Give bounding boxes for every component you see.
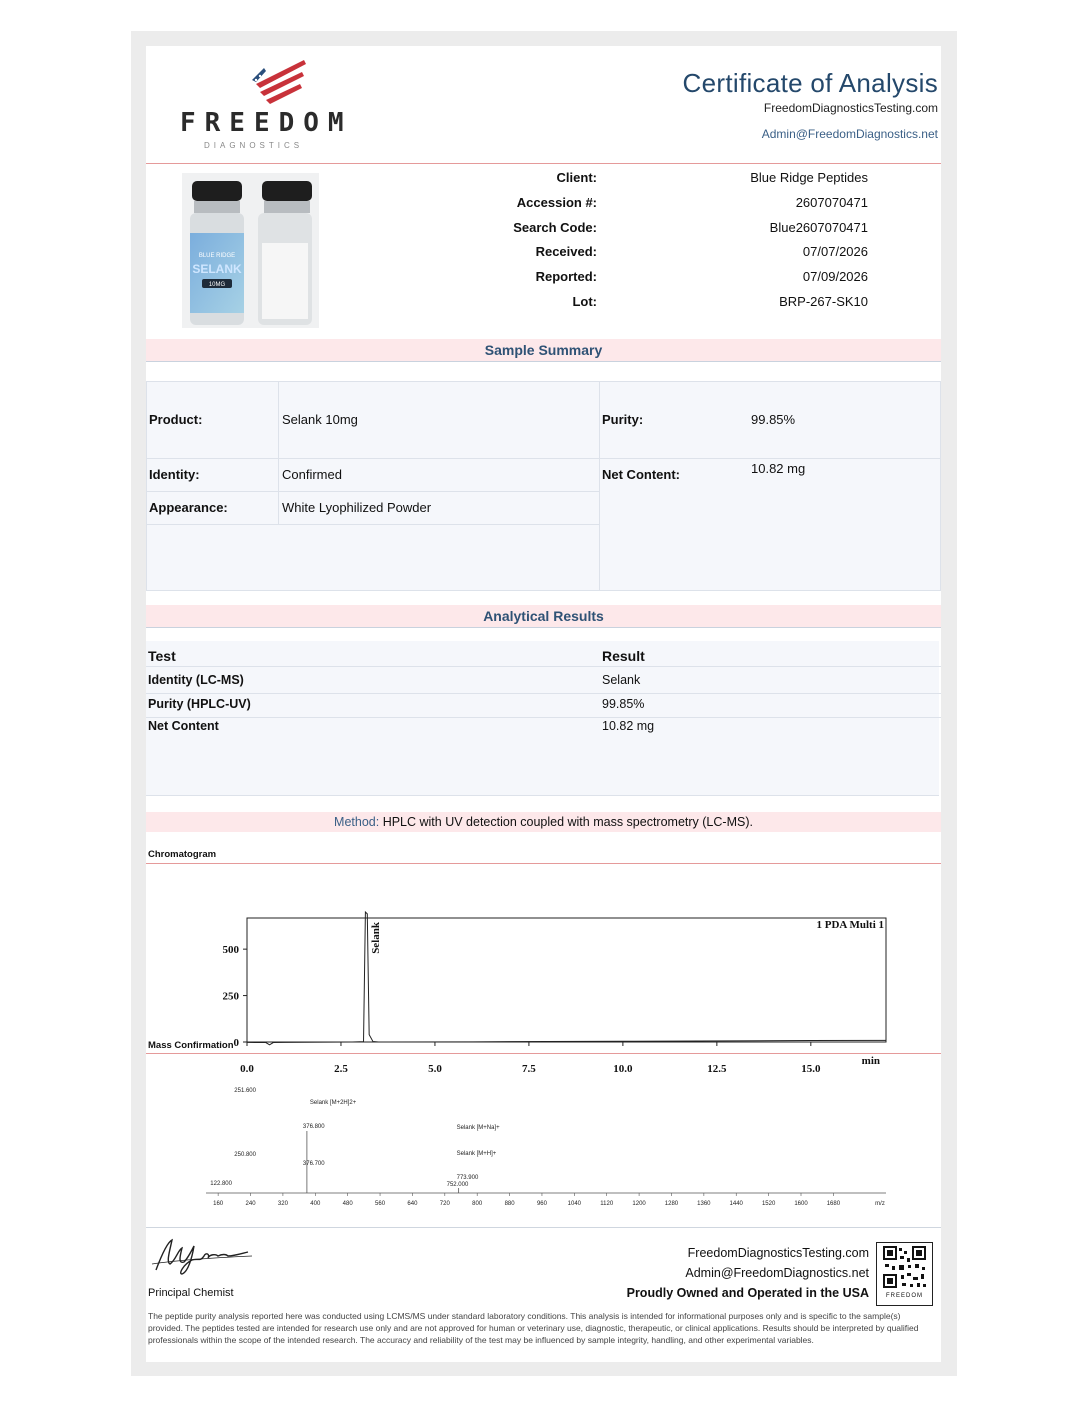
mass-x-tick-label: 1680: [826, 1201, 841, 1207]
info-label: Search Code:: [513, 220, 597, 235]
vial-dose: 10MG: [208, 282, 226, 288]
mass-x-tick-label: 480: [342, 1201, 353, 1207]
result-row-test: Identity (LC-MS): [148, 673, 244, 687]
info-value: Blue2607070471: [769, 220, 868, 235]
x-tick-label: 10.0: [613, 1063, 633, 1075]
method-band: [146, 812, 941, 832]
mass-x-tick-label: 400: [310, 1201, 321, 1207]
analytical-results-band: [146, 605, 941, 628]
info-value: 07/07/2026: [802, 244, 868, 259]
mass-y-label: 122.800: [210, 1181, 232, 1187]
x-tick-label: 0.0: [240, 1063, 254, 1075]
mass-x-tick-label: 1040: [567, 1201, 582, 1207]
result-row-result: Selank: [602, 673, 641, 687]
footer-website[interactable]: FreedomDiagnosticsTesting.com: [687, 1246, 869, 1260]
info-value: 2607070471: [795, 195, 868, 210]
col-test-header: Test: [148, 648, 176, 664]
qr-code[interactable]: [876, 1242, 933, 1306]
mass-x-tick-label: 1440: [729, 1201, 743, 1207]
plot-frame: [247, 918, 886, 1042]
purity-label: Purity:: [602, 412, 644, 427]
sample-summary-title: Sample Summary: [484, 342, 603, 358]
method-label: Method:: [334, 815, 380, 829]
product-photo: [182, 173, 319, 328]
info-label: Lot:: [572, 294, 597, 309]
mass-x-unit: m/z: [875, 1201, 885, 1207]
mass-peak-label: 376.800: [302, 1124, 325, 1130]
document-title: Certificate of Analysis: [682, 68, 938, 98]
mass-annotation: Selank [M+2H]2+: [309, 1100, 357, 1106]
result-row-result: 10.82 mg: [602, 719, 655, 733]
mass-peak-label: 752.000: [446, 1182, 469, 1188]
mass-peak-label: 376.700: [302, 1161, 325, 1167]
info-label: Accession #:: [516, 195, 597, 210]
mass-annotation: Selank [M+Na]+: [456, 1125, 500, 1131]
analytical-results-title: Analytical Results: [483, 608, 604, 624]
identity-value: Confirmed: [282, 467, 342, 482]
vial-image: [182, 173, 319, 328]
x-tick-label: 7.5: [522, 1063, 536, 1075]
y-tick-label: 500: [222, 944, 239, 957]
x-tick-label: 15.0: [801, 1063, 821, 1075]
col-result-header: Result: [602, 648, 645, 664]
result-row-test: Purity (HPLC-UV): [148, 697, 251, 711]
net-content-value: 10.82 mg: [751, 461, 806, 476]
y-tick-label: 250: [222, 990, 239, 1003]
chemist-role: Principal Chemist: [148, 1287, 234, 1299]
logo-word: FREEDOM: [180, 108, 353, 138]
signature-image: [148, 1234, 258, 1278]
vial-brand: BLUE RIDGE: [198, 253, 236, 259]
mass-x-tick-label: 1280: [664, 1201, 679, 1207]
sample-summary-table: [146, 381, 941, 591]
footer-email[interactable]: Admin@FreedomDiagnostics.net: [685, 1266, 869, 1280]
y-tick-label: 0: [233, 1037, 239, 1049]
disclaimer-text: The peptide purity analysis reported here was conducted using LCMS/MS under standard laboratory conditions. This analysis is intended for informational purposes only and is specific to the sample(s) provided. The peptides tested are intended for research use only and are not approved for human or veterinary use, diagnostic, therapeutic, or clinical applications. Results should be interpreted by qualified professionals within the scope of the intended research. The accuracy and reliability of the test may be influenced by sample integrity, handling, and other experimental variables.: [148, 1311, 919, 1345]
mass-confirmation-title: Mass Confirmation: [148, 1040, 234, 1051]
chromatogram-trace: [247, 912, 886, 1045]
chart-legend: 1 PDA Multi 1: [816, 919, 884, 931]
mass-x-tick-label: 1520: [761, 1201, 776, 1207]
x-axis-unit: min: [861, 1055, 880, 1067]
product-value: Selank 10mg: [282, 412, 358, 427]
result-row-result: 99.85%: [602, 697, 645, 711]
sample-summary-band: [146, 339, 941, 362]
info-value: BRP-267-SK10: [779, 294, 868, 309]
mass-peak-label: 773.900: [456, 1175, 479, 1181]
mass-confirmation-chart: [146, 1076, 941, 1211]
net-content-label: Net Content:: [602, 467, 680, 482]
x-tick-label: 2.5: [334, 1063, 348, 1075]
mass-x-tick-label: 320: [277, 1201, 288, 1207]
mass-y-label: 251.600: [234, 1088, 256, 1094]
mass-annotation: Selank [M+H]+: [456, 1151, 497, 1157]
mass-x-tick-label: 240: [245, 1201, 256, 1207]
appearance-label: Appearance:: [149, 500, 228, 515]
info-label: Received:: [535, 244, 597, 259]
appearance-value: White Lyophilized Powder: [282, 500, 432, 515]
mass-x-tick-label: 880: [504, 1201, 515, 1207]
mass-x-tick-label: 560: [375, 1201, 386, 1207]
qr-code-icon: [877, 1243, 932, 1293]
mass-x-tick-label: 800: [472, 1201, 483, 1207]
logo-subword: DIAGNOSTICS: [204, 141, 304, 150]
info-label: Client:: [556, 170, 597, 185]
freedom-logo: [176, 54, 353, 150]
mass-x-tick-label: 640: [407, 1201, 418, 1207]
peak-label: Selank: [370, 922, 383, 954]
mass-x-tick-label: 1360: [697, 1201, 711, 1207]
identity-label: Identity:: [149, 467, 200, 482]
method-text: HPLC with UV detection coupled with mass spectrometry (LC-MS).: [382, 815, 753, 829]
mass-x-tick-label: 720: [439, 1201, 450, 1207]
mass-x-tick-label: 160: [213, 1201, 224, 1207]
product-label: Product:: [149, 412, 203, 427]
mass-x-tick-label: 960: [536, 1201, 547, 1207]
info-label: Reported:: [535, 269, 597, 284]
purity-value: 99.85%: [751, 412, 796, 427]
mass-y-label: 250.800: [234, 1152, 256, 1158]
qr-caption: FREEDOM: [886, 1293, 923, 1299]
footer-divider: [146, 1227, 941, 1228]
mass-x-tick-label: 1120: [600, 1201, 614, 1207]
info-value: Blue Ridge Peptides: [750, 170, 868, 185]
mass-x-tick-label: 1600: [794, 1201, 808, 1207]
info-value: 07/09/2026: [802, 269, 868, 284]
footer-tagline: Proudly Owned and Operated in the USA: [626, 1286, 869, 1300]
analytical-results-table: [146, 641, 939, 796]
header-website[interactable]: FreedomDiagnosticsTesting.com: [763, 101, 938, 115]
x-tick-label: 5.0: [428, 1063, 442, 1075]
x-tick-label: 12.5: [707, 1063, 727, 1075]
mass-x-tick-label: 1200: [632, 1201, 646, 1207]
mass-divider: [146, 1053, 941, 1054]
chromatogram-title: Chromatogram: [148, 849, 217, 860]
result-row-test: Net Content: [148, 719, 219, 733]
certificate-page: [146, 46, 941, 1362]
vial-product: SELANK: [192, 262, 242, 276]
header-divider: [146, 163, 941, 164]
header-email[interactable]: Admin@FreedomDiagnostics.net: [761, 127, 938, 141]
